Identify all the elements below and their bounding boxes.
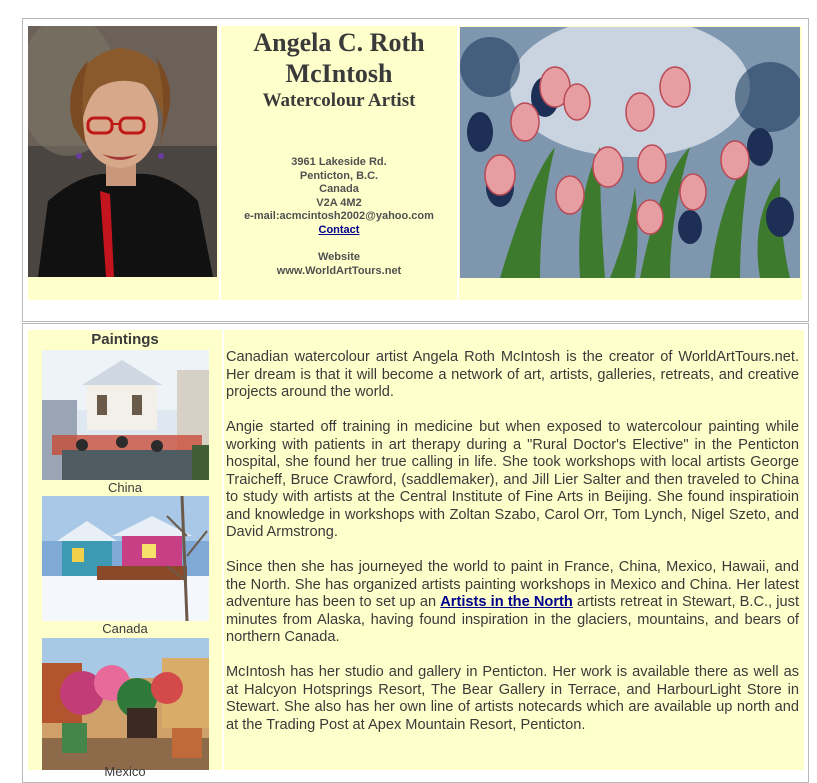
tulip-painting xyxy=(460,27,800,278)
website-url: www.WorldArtTours.net xyxy=(276,264,402,277)
website-label: Website xyxy=(318,251,360,263)
artist-name xyxy=(221,27,457,89)
paintings-title: Paintings xyxy=(91,331,159,348)
address-line: V2A 4M2 xyxy=(316,196,362,209)
bio-paragraph xyxy=(226,559,799,647)
address-line: Penticton, B.C. xyxy=(299,169,379,182)
artist-name-line1: Angela C. Roth xyxy=(253,28,425,57)
artist-title: Watercolour Artist xyxy=(262,90,416,111)
painting-caption: Mexico xyxy=(104,764,146,779)
painting-caption: Canada xyxy=(102,621,148,636)
biography-text xyxy=(226,349,799,752)
paintings-sidebar xyxy=(28,330,222,779)
painting-caption: China xyxy=(108,480,142,495)
featured-painting-cell xyxy=(459,26,802,300)
artists-in-the-north-link[interactable]: Artists in the North xyxy=(440,594,573,610)
bio-paragraph: McIntosh has her studio and gallery in Penticton. Her work is available there as well as at Halcyon Hotsprings Resort, The Bear Gallery in Terrace, and HarbourLight Store in Stewart. She also has her own line of artists notecards which are available up north and at the Trading Post at Apex Mountain Resort, Penticton. xyxy=(226,664,799,733)
bio-paragraph: Canadian watercolour artist Angela Roth McIntosh is the creator of WorldArtTours.net. Her dream is that it will become a network of art, artists, galleries, retreats, and creative projects around the world. xyxy=(226,349,799,400)
painting-thumb-canada[interactable] xyxy=(42,496,209,621)
painting-thumb-mexico[interactable] xyxy=(42,638,209,770)
bio-paragraph: Angie started off training in medicine but when exposed to watercolour painting while working with patients in art therapy during a "Rural Doctor's Elective" in the Penticton hospital, she found her true calling in life. She took workshops with local artists George Traicheff, Bruce Crawford, (saddlemaker), and Jill Lier Salter and then traveled to China to study with artists at the Central Institute of Fine Arts in Beijing. She found inspiratioin and knowledge in workshops with Zoltan Szabo, Carol Orr, Tom Lynch, Nigel Szeto, and David Armstrong. xyxy=(226,419,799,540)
website-block xyxy=(221,251,457,278)
biography-cell xyxy=(224,330,804,770)
artist-photo xyxy=(28,26,217,277)
artist-name-line2: McIntosh xyxy=(285,59,393,88)
address-block xyxy=(221,156,457,237)
contact-link[interactable]: Contact xyxy=(318,223,360,236)
address-line: Canada xyxy=(319,183,359,195)
address-line: 3961 Lakeside Rd. xyxy=(291,156,387,168)
bio-text-span: artists retreat in Stewart, B.C., just minutes from Alaska, having found inspiration in the glaciers, mountains, and bears of northern Canada. xyxy=(226,594,799,645)
artist-photo-cell xyxy=(28,26,219,300)
painting-thumb-china[interactable] xyxy=(42,350,209,480)
email-text: e-mail:acmcintosh2002@yahoo.com xyxy=(244,210,434,222)
artist-info-cell xyxy=(221,26,457,300)
bio-text-span: Since then she has journeyed the world to paint in France, China, Mexico, Hawaii, and the North. She has organized artists painting workshops in Mexico and China. Her latest adventure has been to set up an xyxy=(226,559,799,610)
